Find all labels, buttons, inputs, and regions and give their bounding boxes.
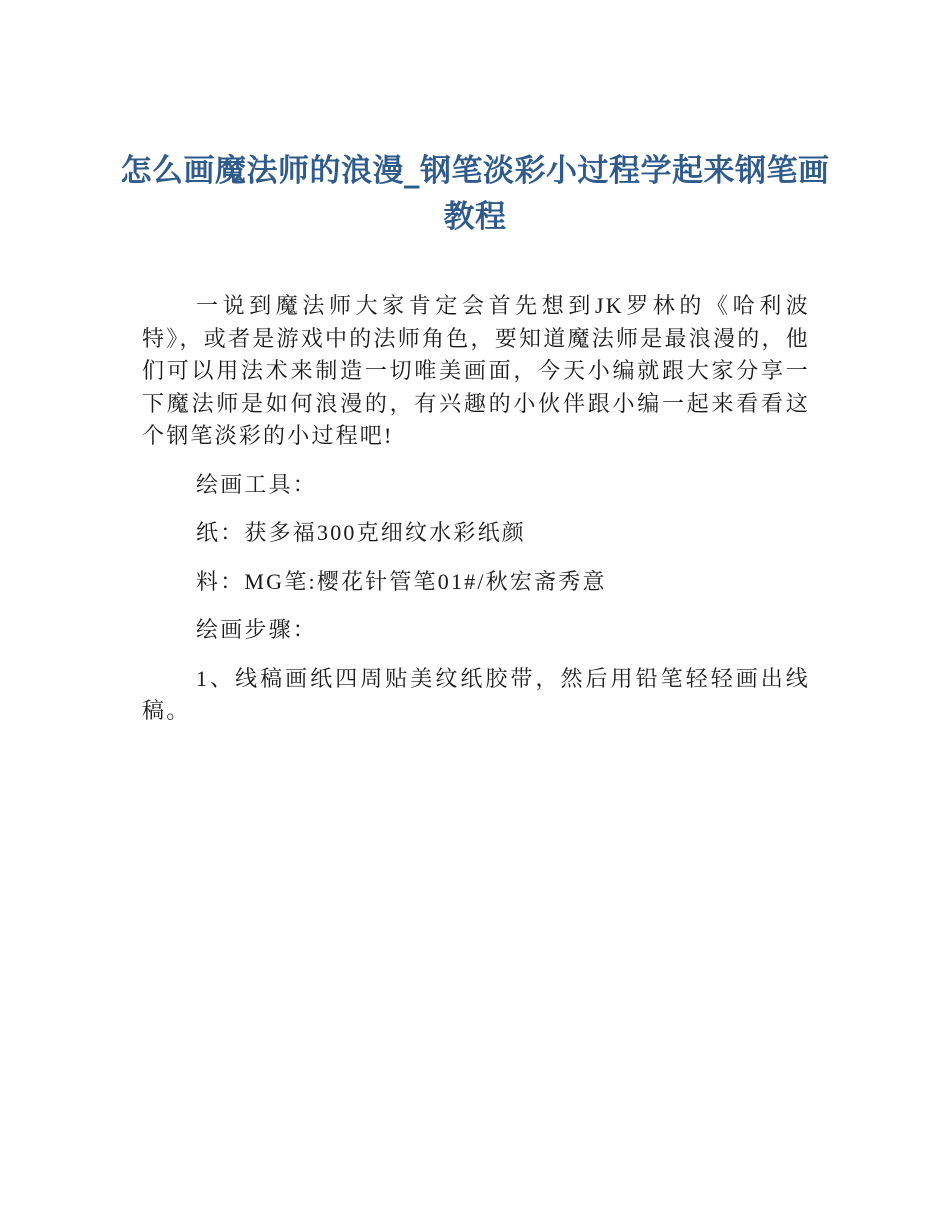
document-title: 怎么画魔法师的浪漫_钢笔淡彩小过程学起来钢笔画教程: [120, 153, 830, 235]
tools-heading: 绘画工具：: [196, 471, 318, 497]
materials-line: 料：MG笔:樱花针管笔01#/秋宏斋秀意: [196, 568, 607, 594]
step-1-paragraph: 1、线稿画纸四周贴美纹纸胶带，然后用铅笔轻轻画出线稿。: [142, 665, 810, 723]
document-body: [142, 290, 810, 744]
intro-paragraph: 一说到魔法师大家肯定会首先想到JK罗林的《哈利波特》，或者是游戏中的法师角色，要知道魔法师是最浪漫的，他们可以用法术来制造一切唯美画面，今天小编就跟大家分享一下魔法师是如何浪漫的，有兴趣的小伙伴跟小编一起来看看这个钢笔淡彩的小过程吧!: [142, 293, 810, 448]
steps-heading: 绘画步骤：: [196, 617, 318, 642]
paper-line: 纸：获多福300克细纹水彩纸颜: [196, 520, 527, 545]
